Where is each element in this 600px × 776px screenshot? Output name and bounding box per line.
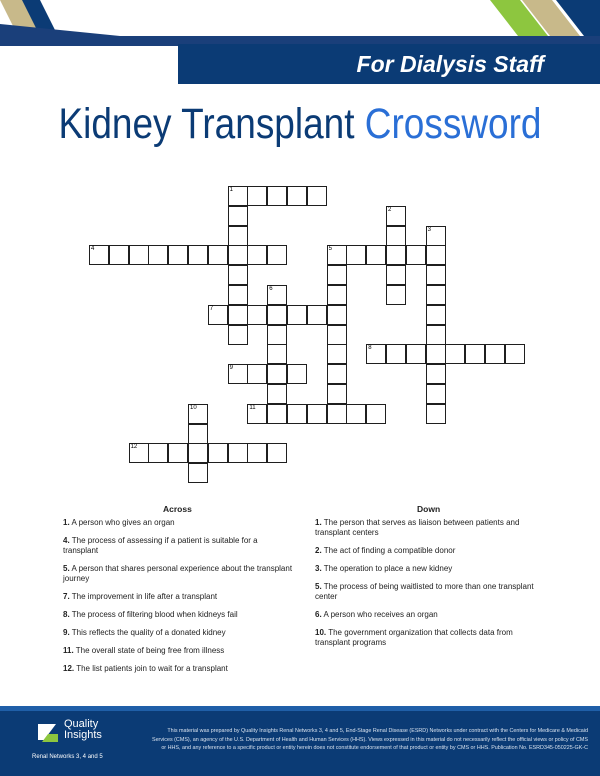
crossword-cell[interactable] xyxy=(426,265,446,285)
crossword-cell[interactable] xyxy=(228,325,248,345)
crossword-cell[interactable] xyxy=(109,245,129,265)
crossword-cell[interactable] xyxy=(267,384,287,404)
down-clues xyxy=(315,518,545,656)
crossword-cell[interactable] xyxy=(228,443,248,463)
clue-across-7: 7. The improvement in life after a transplant xyxy=(63,592,218,601)
cell-number: 6 xyxy=(269,286,273,292)
logo-mark-icon xyxy=(36,720,60,744)
crossword-cell[interactable] xyxy=(267,245,287,265)
crossword-cell[interactable] xyxy=(267,285,287,305)
cell-number: 4 xyxy=(91,246,95,253)
crossword-cell[interactable] xyxy=(327,285,347,305)
crossword-cell[interactable] xyxy=(307,305,327,325)
clue-across-12: 12. The list patients join to wait for a transplant xyxy=(63,664,228,673)
crossword-cell[interactable] xyxy=(188,424,208,444)
audience-banner xyxy=(178,44,600,84)
crossword-cell[interactable] xyxy=(228,226,248,246)
title-part1: Kidney Transplant xyxy=(58,100,355,148)
quality-insights-logo xyxy=(30,720,130,770)
crossword-cell[interactable] xyxy=(327,384,347,404)
crossword-cell[interactable] xyxy=(327,325,347,345)
crossword-cell[interactable] xyxy=(148,245,168,265)
crossword-cell[interactable] xyxy=(426,404,446,424)
crossword-cell[interactable] xyxy=(267,325,287,345)
crossword-cell[interactable] xyxy=(208,443,228,463)
crossword-cell[interactable] xyxy=(366,404,386,424)
crossword-cell[interactable] xyxy=(129,443,149,463)
clue-down-5: 5. The process of being waitlisted to more than one transplant center xyxy=(315,582,534,601)
crossword-cell[interactable] xyxy=(228,186,248,206)
crossword-cell[interactable] xyxy=(327,404,347,424)
crossword-cell[interactable] xyxy=(267,305,287,325)
crossword-cell[interactable] xyxy=(426,325,446,345)
crossword-cell[interactable] xyxy=(287,404,307,424)
crossword-cell[interactable] xyxy=(267,443,287,463)
crossword-cell[interactable] xyxy=(228,245,248,265)
cell-number: 10 xyxy=(190,404,197,411)
crossword-cell[interactable] xyxy=(307,186,327,206)
crossword-cell[interactable] xyxy=(426,285,446,305)
crossword-cell[interactable] xyxy=(228,364,248,384)
page-title xyxy=(42,100,558,149)
crossword-cell[interactable] xyxy=(129,245,149,265)
crossword-cell[interactable] xyxy=(148,443,168,463)
clue-across-4: 4. The process of assessing if a patient is suitable for a transplant xyxy=(63,536,258,555)
crossword-cell[interactable] xyxy=(267,404,287,424)
title-part2: Crossword xyxy=(364,100,542,148)
clue-across-5: 5. A person that shares personal experience about the transplant journey xyxy=(63,564,293,583)
crossword-cell[interactable] xyxy=(327,265,347,285)
crossword-cell[interactable] xyxy=(247,305,267,325)
cell-number: 1 xyxy=(229,187,233,193)
crossword-cell[interactable] xyxy=(426,305,446,325)
clue-across-9: 9. This reflects the quality of a donated kidney xyxy=(63,628,226,637)
footer-disclaimer: This material was prepared by Quality Insights Renal Networks 3, 4 and 5, End-Stage Renal Disease (ESRD) Networks under contract with the Centers for Medicare & Medicaid Services (CMS), an agency of the U.S. Department of Health and Human Services (HHS). Views expressed in this material do not necessarily reflect the official views or policy of CMS or HHS, and any reference to a specific product or entity herein does not constitute endorsement of that product or entity by CMS or HHS. Publication No. ESRD345-050225-GK-C xyxy=(151,728,588,751)
crossword-cell[interactable] xyxy=(445,344,465,364)
cell-number: 9 xyxy=(229,365,233,372)
crossword-cell[interactable] xyxy=(228,285,248,305)
crossword-cell[interactable] xyxy=(346,404,366,424)
crossword-cell[interactable] xyxy=(247,404,267,424)
logo-subtitle: Renal Networks 3, 4 and 5 xyxy=(32,754,103,760)
clue-down-2: 2. The act of finding a compatible donor xyxy=(315,546,456,555)
crossword-cell[interactable] xyxy=(327,305,347,325)
crossword-cell[interactable] xyxy=(188,245,208,265)
crossword-cell[interactable] xyxy=(386,344,406,364)
crossword-cell[interactable] xyxy=(247,245,267,265)
crossword-cell[interactable] xyxy=(247,186,267,206)
crossword-cell[interactable] xyxy=(327,344,347,364)
clue-down-3: 3. The operation to place a new kidney xyxy=(315,564,453,573)
crossword-cell[interactable] xyxy=(386,285,406,305)
crossword-cell[interactable] xyxy=(386,206,406,226)
cell-number: 5 xyxy=(328,246,332,253)
crossword-cell[interactable] xyxy=(188,404,208,424)
cell-number: 2 xyxy=(388,206,392,213)
crossword-cell[interactable] xyxy=(247,364,267,384)
crossword-cell[interactable] xyxy=(287,364,307,384)
crossword-cell[interactable] xyxy=(426,344,446,364)
clue-across-11: 11. The overall state of being free from illness xyxy=(63,646,225,655)
crossword-cell[interactable] xyxy=(287,186,307,206)
clue-across-8: 8. The process of filtering blood when kidneys fail xyxy=(63,610,238,619)
crossword-cell[interactable] xyxy=(188,443,208,463)
cell-number: 7 xyxy=(209,305,214,312)
crossword-cell[interactable] xyxy=(386,245,406,265)
crossword-cell[interactable] xyxy=(426,226,446,246)
clue-down-6: 6. A person who receives an organ xyxy=(315,610,438,619)
corner-stripes xyxy=(0,0,600,46)
crossword-cell[interactable] xyxy=(228,206,248,226)
crossword-cell[interactable] xyxy=(327,364,347,384)
cell-number: 8 xyxy=(368,345,372,352)
crossword-cell[interactable] xyxy=(188,463,208,483)
crossword-cell[interactable] xyxy=(386,265,406,285)
crossword-cell[interactable] xyxy=(426,245,446,265)
crossword-cell[interactable] xyxy=(485,344,505,364)
crossword-cell[interactable] xyxy=(327,245,347,265)
crossword-cell[interactable] xyxy=(228,305,248,325)
crossword-cell[interactable] xyxy=(267,186,287,206)
crossword-cell[interactable] xyxy=(89,245,109,265)
crossword-cell[interactable] xyxy=(208,245,228,265)
crossword-cell[interactable] xyxy=(406,344,426,364)
cell-number: 11 xyxy=(249,404,256,411)
crossword-cell[interactable] xyxy=(208,305,228,325)
crossword-cell[interactable] xyxy=(168,245,188,265)
crossword-cell[interactable] xyxy=(346,245,366,265)
banner-label: For Dialysis Staff xyxy=(356,51,544,77)
clue-down-1: 1. The person that serves as liaison between patients and transplant centers xyxy=(315,518,520,537)
crossword-cell[interactable] xyxy=(406,245,426,265)
crossword-cell[interactable] xyxy=(287,305,307,325)
clue-down-10: 10. The government organization that collects data from transplant programs xyxy=(315,628,513,647)
across-heading: Across xyxy=(163,504,192,514)
crossword-cell[interactable] xyxy=(426,364,446,384)
crossword-cell[interactable] xyxy=(307,404,327,424)
crossword-cell[interactable] xyxy=(168,443,188,463)
across-clues xyxy=(63,518,293,682)
crossword-cell[interactable] xyxy=(247,443,267,463)
crossword-cell[interactable] xyxy=(465,344,485,364)
crossword-cell[interactable] xyxy=(267,344,287,364)
logo-wordmark: Quality Insights xyxy=(64,718,102,741)
crossword-cell[interactable] xyxy=(366,245,386,265)
crossword-cell[interactable] xyxy=(228,265,248,285)
clue-across-1: 1. A person who gives an organ xyxy=(63,518,175,527)
crossword-cell[interactable] xyxy=(267,364,287,384)
crossword-cell[interactable] xyxy=(386,226,406,246)
crossword-cell[interactable] xyxy=(426,384,446,404)
cell-number: 3 xyxy=(427,226,431,233)
crossword-cell[interactable] xyxy=(366,344,386,364)
crossword-cell[interactable] xyxy=(505,344,525,364)
cell-number: 12 xyxy=(130,444,138,451)
down-heading: Down xyxy=(417,504,441,514)
